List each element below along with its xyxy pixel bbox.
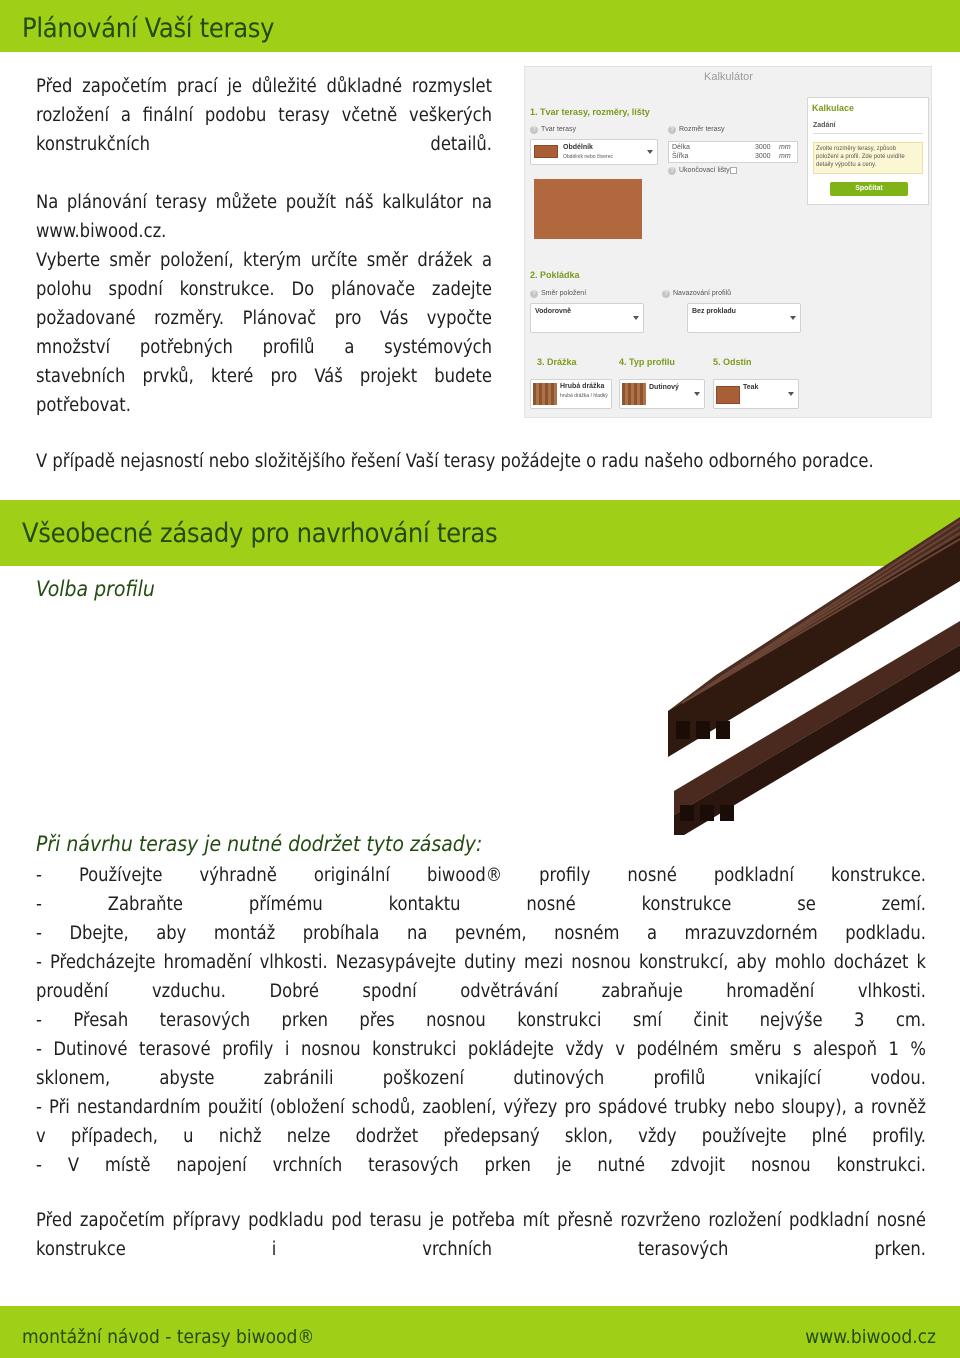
- closing-line: Před započetím přípravy podkladu pod terasu je potřeba mít přesně rozvrženo rozložení podkladní nosné: [36, 1210, 926, 1231]
- direction-label: Směr položení: [541, 290, 587, 297]
- subhead-profile-choice: Volba profilu: [36, 577, 155, 601]
- calculation-note: Zvolte rozměry terasy, způsob položení a profil. Zde poté uvidíte detaily výpočtu a ceny.: [813, 142, 923, 174]
- rule-item: sklonem, abyste zabránili poškození dutinových profilů vnikající vodou.: [36, 1068, 926, 1089]
- advice-line: V případě nejasností nebo složitějšího řešení Vaší terasy požádejte o radu našeho odborného poradce.: [36, 451, 874, 472]
- divider: [813, 133, 923, 134]
- width-label: Šířka: [672, 153, 689, 160]
- direction-select: [530, 303, 644, 333]
- section-title-planning: Plánování Vaší terasy: [22, 13, 275, 44]
- deck-board-illustration: [660, 515, 960, 835]
- planner-line: www.biwood.cz.: [36, 221, 167, 242]
- calculate-button: Spočítat: [830, 182, 908, 196]
- step-laying: 2. Pokládka: [530, 270, 580, 280]
- joining-select: [687, 303, 801, 333]
- rule-item: - Používejte výhradně originální biwood® profily nosné podkladní konstrukce.: [36, 865, 926, 886]
- rule-item: - Dbejte, aby montáž probíhala na pevném, nosném a mrazuvzdorném podkladu.: [36, 923, 926, 944]
- length-label: Délka: [672, 144, 690, 151]
- rule-item: - Předcházejte hromadění vlhkosti. Nezasypávejte dutiny mezi nosnou konstrukcí, aby mohlo docházet k: [36, 952, 926, 973]
- shape-select: [530, 139, 658, 165]
- intro-paragraph: [36, 72, 492, 159]
- trim-label: Ukončovací lišty: [679, 167, 730, 174]
- rule-item: - Při nestandardním použití (obložení schodů, zaoblení, výřezy pro spádové trubky nebo sloupy), a rovněž: [36, 1097, 926, 1118]
- length-unit: mm: [779, 144, 791, 151]
- intro-line: Před započetím prací je důležité důkladné rozmyslet: [36, 76, 492, 97]
- intro-line: konstrukčních detailů.: [36, 134, 492, 155]
- help-icon: ?: [530, 126, 538, 134]
- rule-item: proudění vzduchu. Dobré spodní odvětrávání zabraňuje hromadění vlhkosti.: [36, 981, 926, 1002]
- groove-sub: hrubá drážka / hladký: [560, 393, 608, 399]
- groove-value: Hrubá drážka: [560, 383, 605, 390]
- chevron-down-icon: [790, 316, 796, 320]
- planner-paragraph: [36, 188, 492, 420]
- calculation-panel: [807, 97, 929, 205]
- subhead-rules: Při návrhu terasy je nutné dodržet tyto zásady:: [36, 832, 483, 856]
- planner-line: množství potřebných profilů a systémových: [36, 337, 492, 358]
- rule-item: - Přesah terasových prken přes nosnou konstrukci smí činit nejvýše 3 cm.: [36, 1010, 926, 1031]
- profile-type-value: Dutinový: [649, 384, 679, 391]
- planner-line: Na plánování terasy můžete použít náš kalkulátor na: [36, 192, 492, 213]
- shade-select: [713, 379, 799, 409]
- help-icon: ?: [668, 167, 676, 175]
- step-shape: 1. Tvar terasy, rozměry, lišty: [530, 107, 650, 117]
- direction-value: Vodorovně: [535, 308, 572, 315]
- groove-swatch: [533, 383, 557, 405]
- footer-band: [0, 1306, 960, 1358]
- help-icon: ?: [668, 126, 676, 134]
- chevron-down-icon: [633, 316, 639, 320]
- intro-line: rozložení a finální podobu terasy včetně veškerých: [36, 105, 492, 126]
- shape-preview: [534, 179, 642, 239]
- lower-board-front: [674, 645, 960, 835]
- shape-swatch: [534, 145, 558, 158]
- help-icon: ?: [530, 290, 538, 298]
- groove-select: [530, 379, 612, 409]
- profile-type-select: [619, 379, 705, 409]
- step-profile-type: 4. Typ profilu: [619, 357, 675, 367]
- step-shade: 5. Odstín: [713, 357, 752, 367]
- trim-checkbox: [730, 167, 737, 174]
- closing-line: konstrukce i vrchních terasových prken.: [36, 1239, 926, 1260]
- rule-item: - Dutinové terasové profily i nosnou konstrukci pokládejte vždy v podélném směru s alespoň 1 %: [36, 1039, 926, 1060]
- input-label: Zadání: [813, 122, 836, 129]
- shade-value: Teak: [743, 384, 759, 391]
- width-unit: mm: [779, 153, 791, 160]
- footer-website-link[interactable]: www.biwood.cz: [805, 1326, 936, 1348]
- calculator-title: Kalkulátor: [704, 71, 753, 83]
- rule-item: - V místě napojení vrchních terasových prken je nutné zdvojit nosnou konstrukci.: [36, 1155, 926, 1176]
- help-icon: ?: [662, 290, 670, 298]
- rule-item: - Zabraňte přímému kontaktu nosné konstrukce se zemí.: [36, 894, 926, 915]
- shape-value: Obdélník: [563, 144, 593, 151]
- shape-label: Tvar terasy: [541, 126, 577, 133]
- footer-title: montážní návod - terasy biwood®: [22, 1326, 315, 1348]
- length-value: 3000: [755, 144, 771, 151]
- planner-line: Vyberte směr položení, kterým určíte směr drážek a: [36, 250, 492, 271]
- rules-list: [36, 861, 926, 1180]
- profile-swatch: [622, 383, 646, 405]
- chevron-down-icon: [647, 150, 653, 154]
- chevron-down-icon: [788, 392, 794, 396]
- calculator-screenshot: [524, 66, 932, 418]
- planner-line: požadované rozměry. Plánovač pro Vás vypočte: [36, 308, 492, 329]
- planner-line: stavebních prvků, které pro Váš projekt budete: [36, 366, 492, 387]
- step-groove: 3. Drážka: [537, 357, 577, 367]
- size-label: Rozměr terasy: [679, 126, 725, 133]
- closing-paragraph: [36, 1206, 926, 1264]
- advice-paragraph: [36, 447, 936, 476]
- shape-sub: Obdélník nebo čtverec: [563, 154, 614, 160]
- chevron-down-icon: [694, 392, 700, 396]
- calculation-title: Kalkulace: [812, 103, 855, 113]
- section-title-principles: Všeobecné zásady pro navrhování teras: [22, 518, 498, 549]
- size-inputs: [668, 141, 798, 163]
- width-value: 3000: [755, 153, 771, 160]
- joining-label: Navazování profilů: [673, 290, 731, 297]
- rule-item: v případech, u nichž nelze dodržet předepsaný sklon, vždy používejte plné profily.: [36, 1126, 926, 1147]
- shade-swatch: [716, 386, 740, 404]
- planner-line: potřebovat.: [36, 395, 131, 416]
- planner-line: polohu spodní konstrukce. Do plánovače zadejte: [36, 279, 492, 300]
- section-header-band: [0, 0, 960, 52]
- joining-value: Bez prokladu: [692, 308, 736, 315]
